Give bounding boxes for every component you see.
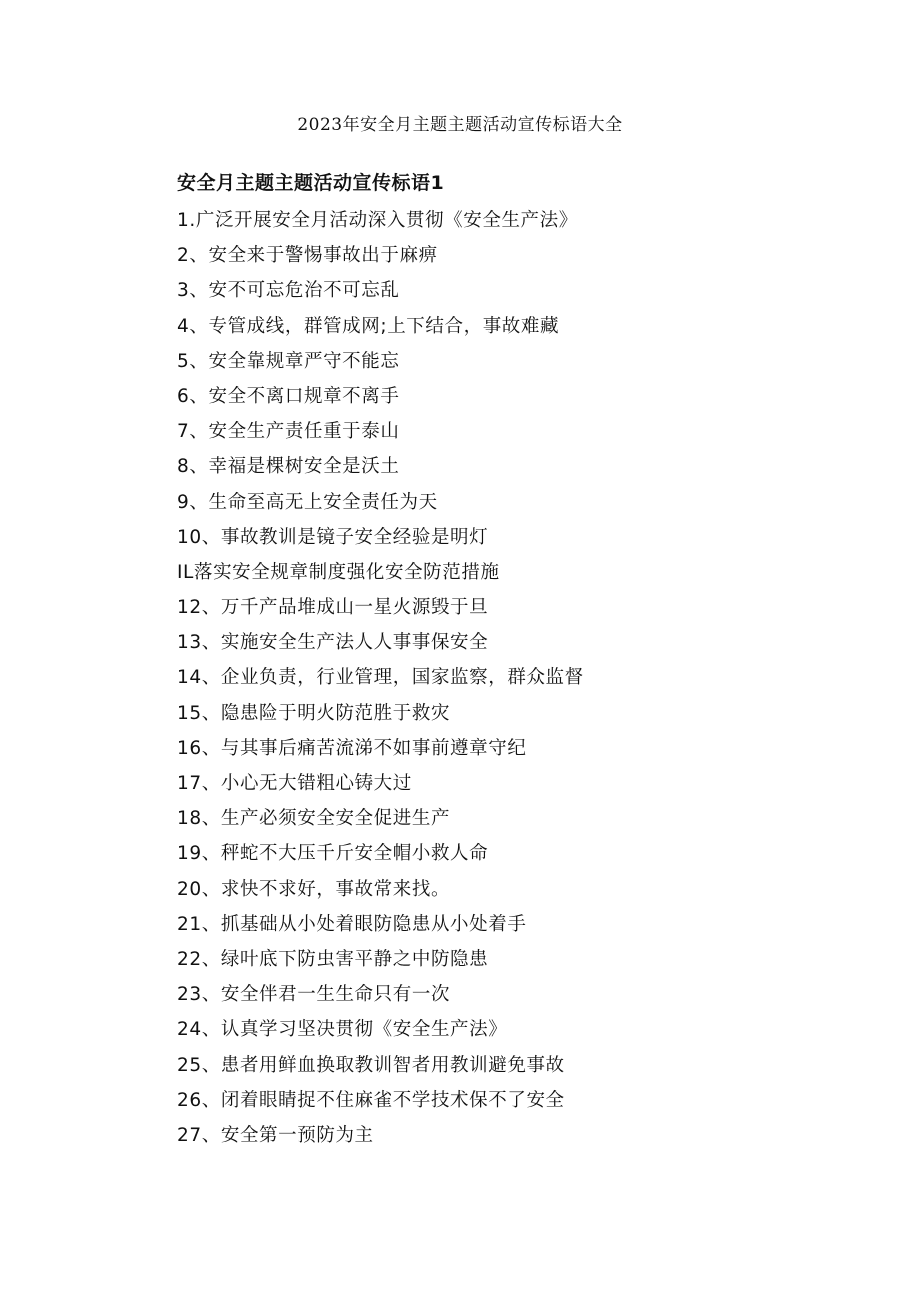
slogan-item: 5、安全靠规章严守不能忘 <box>177 350 400 372</box>
slogan-item: 1.广泛开展安全月活动深入贯彻《安全生产法》 <box>177 210 578 231</box>
slogan-item: 24、认真学习坚决贯彻《安全生产法》 <box>177 1019 508 1041</box>
slogan-item: 17、小心无大错粗心铸大过 <box>177 773 412 794</box>
slogan-item: 19、秤蛇不大压千斤安全帽小救人命 <box>177 843 489 865</box>
slogan-item: 12、万千产品堆成山一星火源毁于旦 <box>177 597 489 619</box>
slogan-item: 8、幸福是棵树安全是沃土 <box>177 456 400 478</box>
slogan-item: 3、安不可忘危治不可忘乱 <box>177 280 400 302</box>
slogan-list <box>177 203 857 1153</box>
document-title: 2023年安全月主题主题活动宣传标语大全 <box>297 115 623 135</box>
slogan-item: 13、实施安全生产法人人事事保安全 <box>177 632 489 654</box>
slogan-item: 26、闭着眼睛捉不住麻雀不学技术保不了安全 <box>177 1089 565 1111</box>
slogan-item: 6、安全不离口规章不离手 <box>177 385 400 407</box>
slogan-item: 10、事故教训是镜子安全经验是明灯 <box>177 526 489 548</box>
slogan-item: 15、隐患险于明火防范胜于救灾 <box>177 702 451 724</box>
slogan-item: 23、安全伴君一生生命只有一次 <box>177 984 451 1006</box>
slogan-item: 16、与其事后痛苦流涕不如事前遵章守纪 <box>177 737 527 759</box>
slogan-item: 7、安全生产责任重于泰山 <box>177 421 400 443</box>
section-heading: 安全月主题主题活动宣传标语1 <box>177 172 445 194</box>
slogan-item: 25、患者用鲜血换取教训智者用教训避免事故 <box>177 1054 565 1076</box>
slogan-item: 20、求快不求好，事故常来找。 <box>177 878 451 900</box>
slogan-item: 2、安全来于警惕事故出于麻痹 <box>177 245 438 267</box>
slogan-item: 4、专管成线，群管成网;上下结合，事故难藏 <box>177 315 560 337</box>
document-body <box>177 168 857 1153</box>
slogan-item: 22、绿叶底下防虫害平静之中防隐患 <box>177 948 489 970</box>
slogan-item: 18、生产必须安全安全促进生产 <box>177 808 451 830</box>
slogan-item: 14、企业负责，行业管理，国家监察，群众监督 <box>177 667 584 689</box>
slogan-item: 9、生命至高无上安全责任为天 <box>177 491 438 513</box>
slogan-item: 21、抓基础从小处着眼防隐患从小处着手 <box>177 913 527 935</box>
slogan-item: 27、安全第一预防为主 <box>177 1124 374 1146</box>
slogan-item: IL落实安全规章制度强化安全防范措施 <box>177 561 500 583</box>
